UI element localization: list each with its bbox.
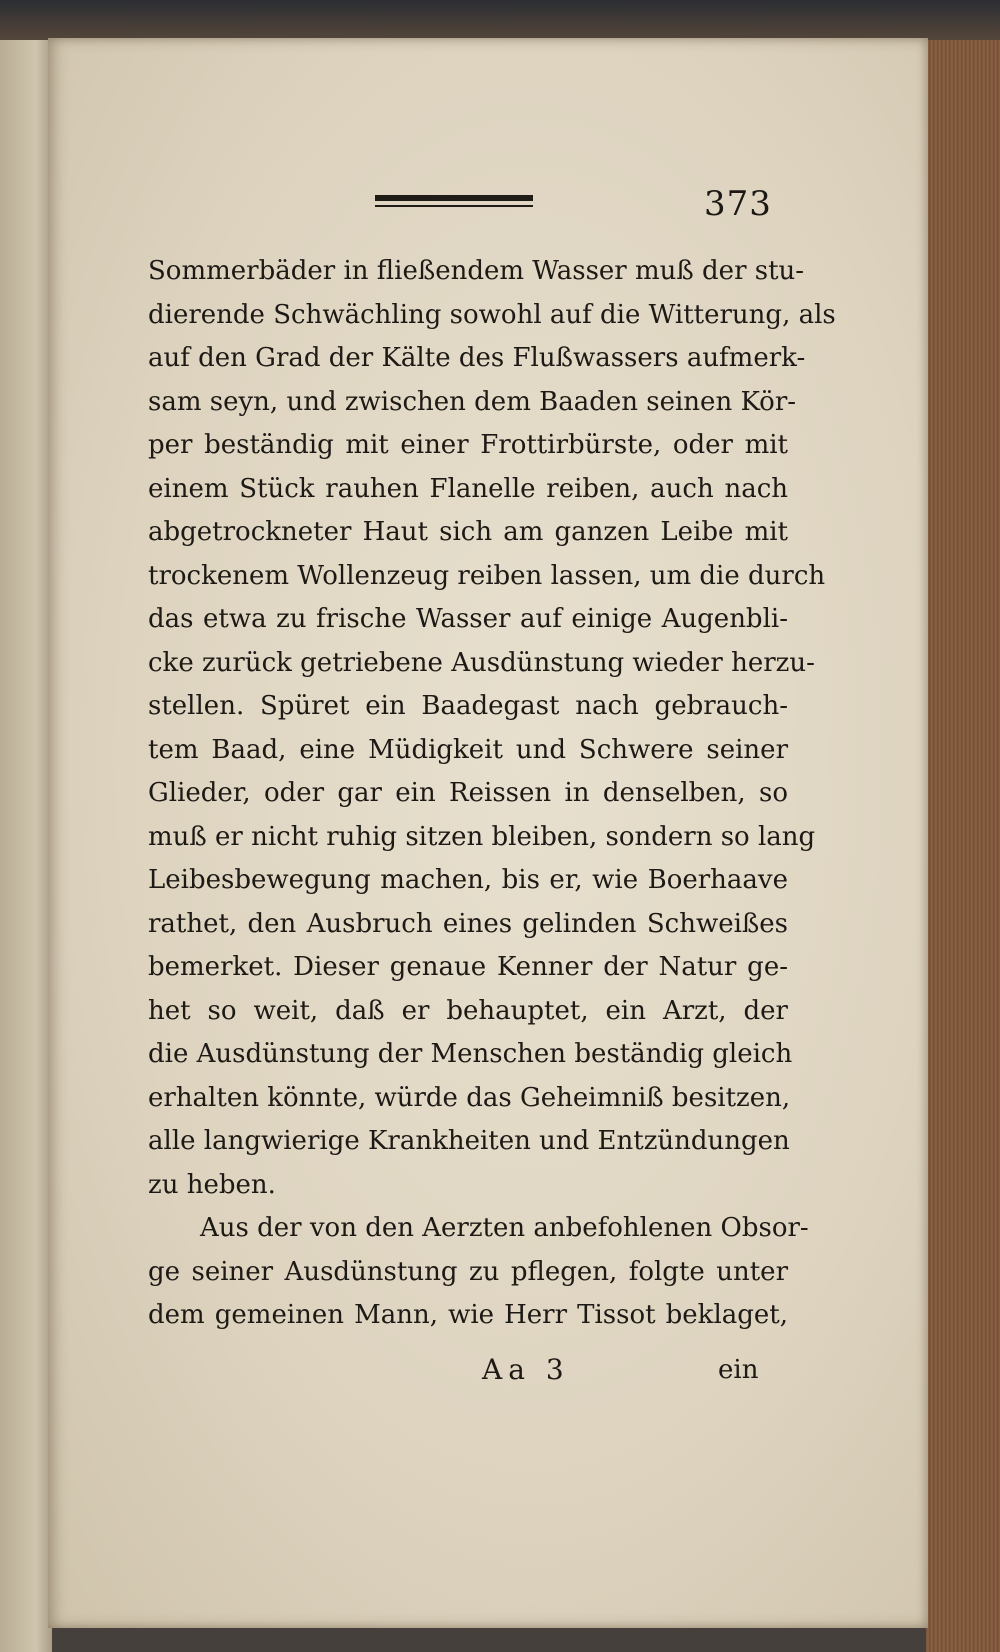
text-line: dem gemeinen Mann, wie Herr Tissot beklaget, — [148, 1300, 788, 1330]
text-line: alle langwierige Krankheiten und Entzündungen — [148, 1126, 790, 1156]
text-line: sam seyn, und zwischen dem Baaden seinen Kör- — [148, 386, 797, 417]
text-line: het so weit, daß er behauptet, ein Arzt, der — [148, 995, 788, 1026]
text-line: Glieder, oder gar ein Reissen in denselben, so — [148, 778, 788, 808]
text-line: Aus der von den Aerzten anbefohlenen Obsor- — [200, 1213, 809, 1243]
text-line: abgetrockneter Haut sich am ganzen Leibe mit — [148, 517, 788, 547]
header-rule — [375, 195, 533, 207]
signature-mark: Aa 3 — [482, 1353, 570, 1386]
text-line: cke zurück getriebene Ausdünstung wieder herzu- — [148, 647, 815, 678]
text-line: Leibesbewegung machen, bis er, wie Boerhaave — [148, 865, 788, 895]
text-line: das etwa zu frische Wasser auf einige Augenbli- — [148, 604, 788, 634]
text-line: per beständig mit einer Frottirbürste, oder mit — [148, 430, 788, 460]
text-line: bemerket. Dieser genaue Kenner der Natur ge- — [148, 952, 788, 982]
text-line: erhalten könnte, würde das Geheimniß besitzen, — [148, 1082, 791, 1113]
text-line: dierende Schwächling sowohl auf die Witterung, als — [148, 299, 836, 330]
text-line: tem Baad, eine Müdigkeit und Schwere seiner — [148, 734, 788, 765]
text-line: die Ausdünstung der Menschen beständig gleich — [148, 1039, 793, 1069]
left-page-edge — [0, 40, 52, 1652]
text-line: trockenem Wollenzeug reiben lassen, um die durch — [148, 560, 826, 591]
text-line: stellen. Spüret ein Baadegast nach gebrauch- — [148, 691, 788, 721]
text-line: auf den Grad der Kälte des Flußwassers aufmerk- — [148, 343, 806, 373]
fore-edge — [926, 40, 1000, 1652]
text-line: einem Stück rauhen Flanelle reiben, auch nach — [148, 473, 788, 504]
text-line: rathet, den Ausbruch eines gelinden Schweißes — [148, 908, 788, 939]
text-line: ge seiner Ausdünstung zu pflegen, folgte unter — [148, 1256, 788, 1287]
page-number: 373 — [704, 184, 772, 224]
text-line: zu heben. — [148, 1169, 276, 1200]
text-line: muß er nicht ruhig sitzen bleiben, sondern so lang — [148, 821, 816, 852]
catchword: ein — [718, 1355, 759, 1385]
body-text — [148, 250, 836, 1338]
text-line: Sommerbäder in fließendem Wasser muß der stu- — [148, 256, 805, 286]
